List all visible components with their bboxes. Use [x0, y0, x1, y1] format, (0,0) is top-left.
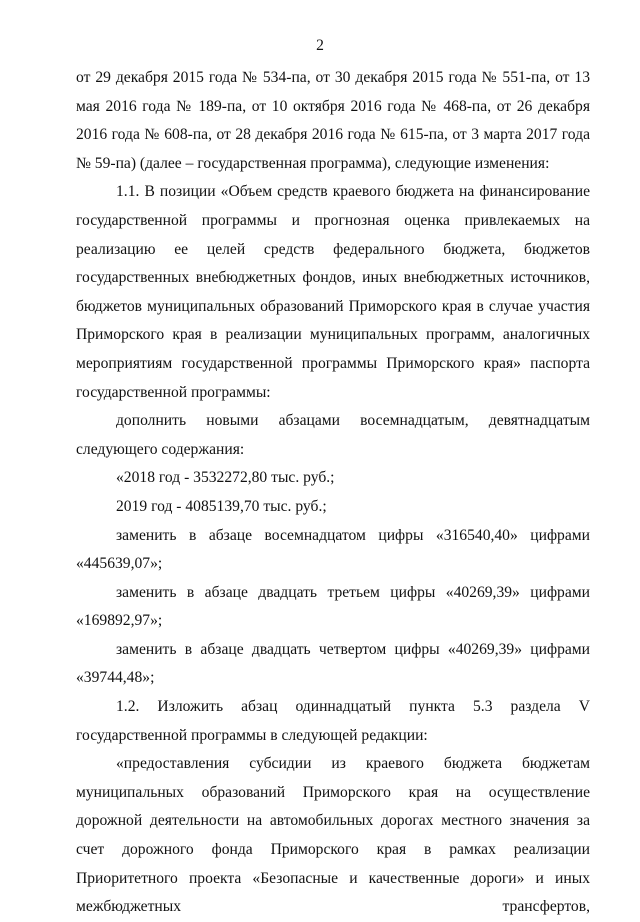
paragraph-subsidy-text: «предоставления субсидии из краевого бюджета бюджетам муниципальных образований Приморского края на осуществление дорожной деятельности на автомобильных дорогах местного значения за счет дорожного фонда Приморского края в рамках реализации Приоритетного проекта «Безопасные и качественные дороги» и иных межбюджетных трансфертов, — [76, 755, 590, 916]
paragraph-replace-18th: заменить в абзаце восемнадцатом цифры «316540,40» цифрами «445639,07»; — [76, 526, 590, 573]
paragraph-amendments-list: от 29 декабря 2015 года № 534-па, от 30 декабря 2015 года № 551-па, от 13 мая 2016 года № 189-па, от 10 октября 2016 года № 468-па, от 26 декабря 2016 года № 608-па, от 28 декабря 2016 года № 615-па, от 3 марта 2017 года № 59-па) (далее – государственная программа), следующие изменения: — [76, 69, 590, 172]
paragraph-item-1-1: 1.1. В позиции «Объем средств краевого бюджета на финансирование государственной программы и прогнозная оценка привлекаемых на реализацию ее целей средств федерального бюджета, бюджетов государственных внебюджетных фондов, иных внебюджетных источников, бюджетов муниципальных образований Приморского края в случае участия Приморского края в реализации муниципальных программ, аналогичных мероприятиям государственной программы Приморского края» паспорта государственной программы: — [76, 183, 590, 401]
paragraph-supplement-instruction: дополнить новыми абзацами восемнадцатым, девятнадцатым следующего содержания: — [76, 412, 590, 458]
paragraph-item-1-2: 1.2. Изложить абзац одиннадцатый пункта 5.3 раздела V государственной программы в следующей редакции: — [76, 698, 590, 744]
paragraph-replace-23rd: заменить в абзаце двадцать третьем цифры «40269,39» цифрами «169892,97»; — [76, 583, 590, 630]
document-body — [76, 64, 590, 922]
paragraph-replace-24th: заменить в абзаце двадцать четвертом цифры «40269,39» цифрами «39744,48»; — [76, 640, 590, 687]
page-number: 2 — [316, 37, 324, 54]
paragraph-2019-amount: 2019 год - 4085139,70 тыс. руб.; — [116, 497, 327, 515]
paragraph-2018-amount: «2018 год - 3532272,80 тыс. руб.; — [116, 469, 335, 487]
